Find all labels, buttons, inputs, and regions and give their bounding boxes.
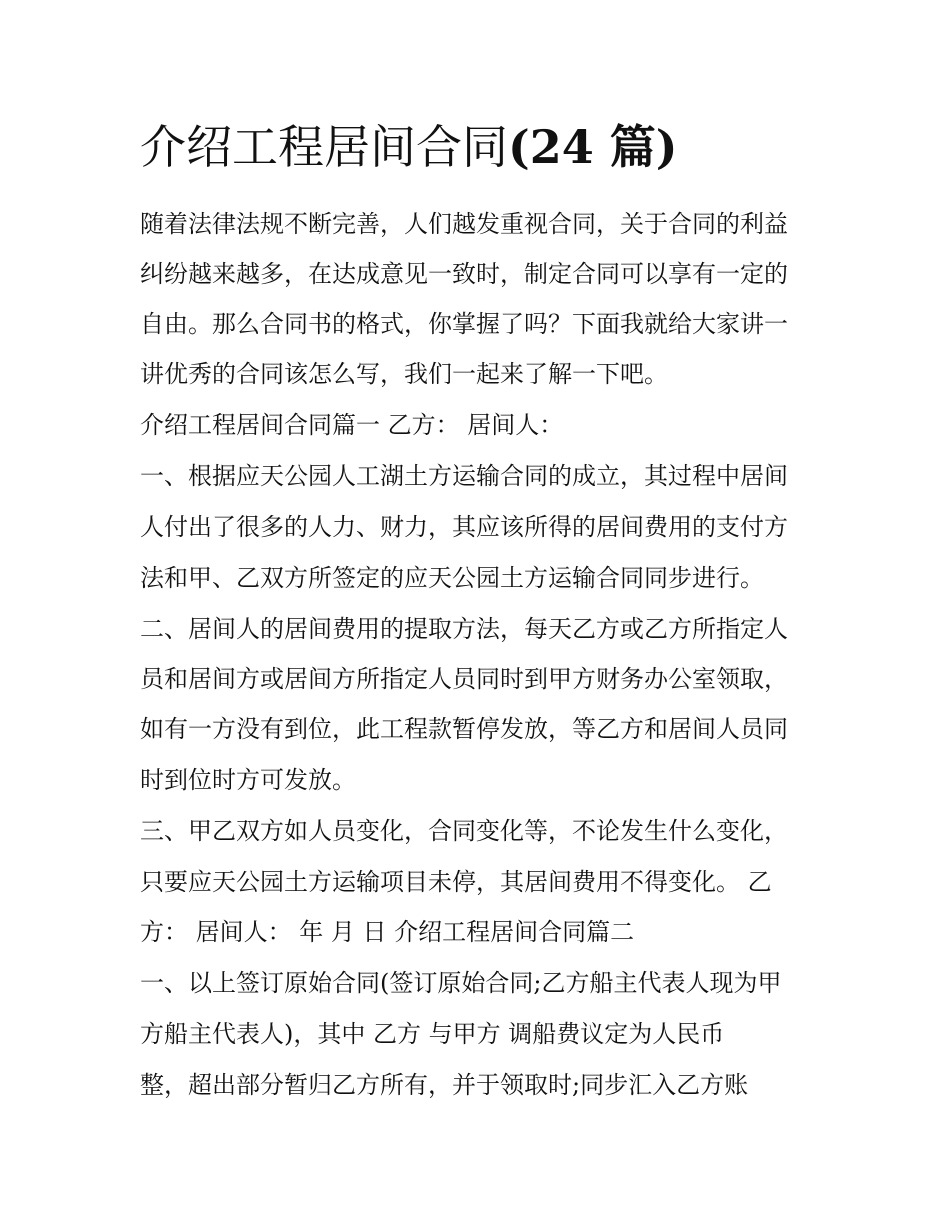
body-line-11: 如有一方没有到位，此工程款暂停发放，等乙方和居间人员同 <box>140 715 788 743</box>
body-line-4: 讲优秀的合同该怎么写，我们一起来了解一下吧。 <box>140 360 668 388</box>
document-title-main: 介绍工程居间合同 <box>140 120 508 174</box>
body-line-18: 整，超出部分暂归乙方所有，并于领取时;同步汇入乙方账 <box>140 1071 749 1099</box>
document-title-suffix: (24 篇) <box>508 120 678 174</box>
body-line-5: 介绍工程居间合同篇一 乙方： 居间人： <box>140 411 564 439</box>
body-line-12: 时到位时方可发放。 <box>140 766 356 794</box>
body-line-16: 一、以上签订原始合同(签订原始合同;乙方船主代表人现为甲 <box>140 969 782 997</box>
body-line-13: 三、甲乙双方如人员变化，合同变化等，不论发生什么变化， <box>140 817 788 845</box>
body-line-14: 只要应天公园土方运输项目未停，其居间费用不得变化。 乙 <box>140 868 772 896</box>
body-line-6: 一、根据应天公园人工湖土方运输合同的成立，其过程中居间 <box>140 462 788 490</box>
body-line-1: 随着法律法规不断完善，人们越发重视合同，关于合同的利益 <box>140 210 788 238</box>
body-line-10: 员和居间方或居间方所指定人员同时到甲方财务办公室领取， <box>140 665 788 693</box>
body-line-8: 法和甲、乙双方所签定的应天公园土方运输合同同步进行。 <box>140 564 764 592</box>
body-line-17: 方船主代表人)，其中 乙方 与甲方 调船费议定为人民币 <box>140 1020 725 1048</box>
body-line-7: 人付出了很多的人力、财力，其应该所得的居间费用的支付方 <box>140 513 788 541</box>
body-line-9: 二、居间人的居间费用的提取方法，每天乙方或乙方所指定人 <box>140 615 788 643</box>
body-line-2: 纠纷越来越多，在达成意见一致时，制定合同可以享有一定的 <box>140 260 788 288</box>
body-line-15: 方： 居间人： 年 月 日 介绍工程居间合同篇二 <box>140 918 635 946</box>
body-line-3: 自由。那么合同书的格式，你掌握了吗？下面我就给大家讲一 <box>140 310 788 338</box>
document-title <box>140 114 678 180</box>
